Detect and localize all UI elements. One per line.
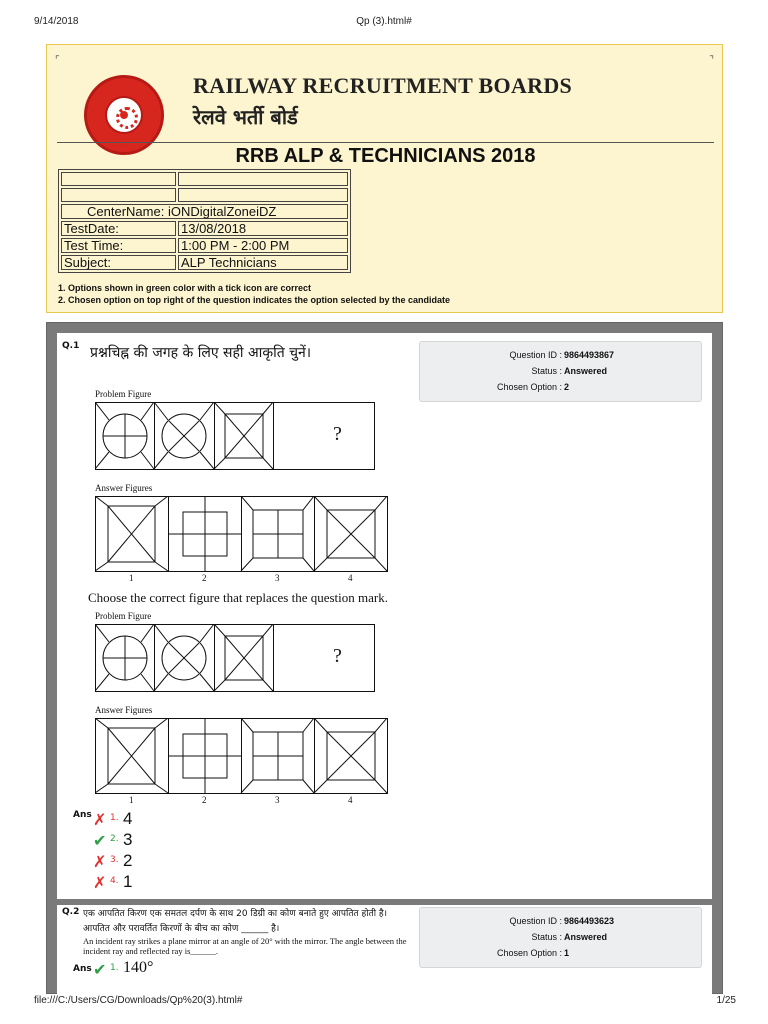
org-name-en: RAILWAY RECRUITMENT BOARDS [193,73,573,98]
answers-label: Ans [73,810,92,820]
info-row [61,172,348,186]
question-text-en: An incident ray strikes a plane mirror at an angle of 20° with the mirror. The angle between the incident ray and reflected ray is______. [83,936,407,956]
question-status: Answered [564,932,608,942]
question-id: 9864493623 [564,916,615,926]
chosen-option: 2 [564,382,570,392]
cross-icon: ✗ [93,810,107,829]
question-status: Answered [564,366,608,376]
cross-icon: ✗ [93,852,107,871]
question-mark: ? [333,645,342,667]
center-label: CenterName: [87,204,165,219]
print-date: 9/14/2018 [34,16,79,27]
info-row-time: Test Time: 1:00 PM - 2:00 PM [61,238,348,253]
info-row-date: TestDate: 13/08/2018 [61,221,348,236]
info-row-subject: Subject: ALP Technicians [61,255,348,270]
answer-figures [95,496,388,572]
cross-icon: ✗ [93,873,107,892]
question-text-en: Choose the correct figure that replaces the question mark. [88,590,388,605]
question-number: Q.2 [62,907,80,917]
print-page: 1/25 [716,995,736,1006]
exam-header-card [46,44,723,313]
note-item: 1. Options shown in green color with a tick icon are correct [58,283,312,293]
corner-mark-left: ⌜ [55,55,60,66]
answer-figures [95,718,388,794]
question-list: Q.1 प्रश्नचिह्न की जगह के लिए सही आकृति चुनें। Question ID : 9864493867 Status : Answered Chosen Option : 2 Problem Figure ? Answer Figures 1 2 3 4 Choose the correct figure that replaces the question mark. Problem Figure ? Answer Figures 1 2 3 4 Ans ✗ 1. 4 ✔ 2. 3 ✗ 3. 2 ✗ 4. 1 Q.2 एक आपतित किरण एक समतल दर्पण के साथ 20 डिग्री का कोण बनाते हुए आपतित होती है। आपतित और परावर्तित किरणों के बीच का कोण ______ है। An incident ray strikes a plane mirror at an angle of 20° with the mirror. The angle between the incident ray and reflected ray is______. Question ID : 9864493623 Status : Answered Chosen Option : 1 Ans ✔ 1. 140° [57,333,712,995]
check-icon: ✔ [93,831,107,850]
candidate-info-table [58,169,351,273]
question-number: Q.1 [62,341,80,351]
answer-figures-label: Answer Figures [95,705,153,715]
question-text-hi: एक आपतित किरण एक समतल दर्पण के साथ 20 डिग्री का कोण बनाते हुए आपतित होती है। आपतित और परावर्तित किरणों के बीच का कोण ______ है। [83,909,388,934]
question-status-box: Question ID : 9864493623 Status : Answered Chosen Option : 1 [419,907,702,968]
exam-title: RRB ALP & TECHNICIANS 2018 [235,145,536,167]
answers-label: Ans [73,964,92,974]
answer-figures-label: Answer Figures [95,483,153,493]
instructions [58,282,450,306]
question-status-box: Question ID : 9864493867 Status : Answered Chosen Option : 2 [419,341,702,402]
org-name-hi: रेलवे भर्ती बोर्ड [193,105,298,129]
question-text-hi: प्रश्नचिह्न की जगह के लिए सही आकृति चुनें। [90,345,312,361]
info-row-center [61,204,348,219]
info-row [61,188,348,202]
indian-railways-logo [84,75,164,155]
print-path: file:///C:/Users/CG/Downloads/Qp%20(3).html# [34,995,243,1006]
corner-mark-right: ⌝ [709,55,714,66]
note-item: 2. Chosen option on top right of the question indicates the option selected by the candidate [58,295,451,305]
question-id: 9864493867 [564,350,615,360]
problem-figure-label: Problem Figure [95,389,152,399]
print-title: Qp (3).html# [356,16,412,27]
problem-figure-label: Problem Figure [95,611,152,621]
chosen-option: 1 [564,948,570,958]
check-icon: ✔ [93,960,107,979]
question-separator [57,899,712,905]
question-mark: ? [333,423,342,445]
center-value: iONDigitalZoneiDZ [167,204,277,219]
question-panel [46,322,723,994]
header-divider [57,142,714,143]
